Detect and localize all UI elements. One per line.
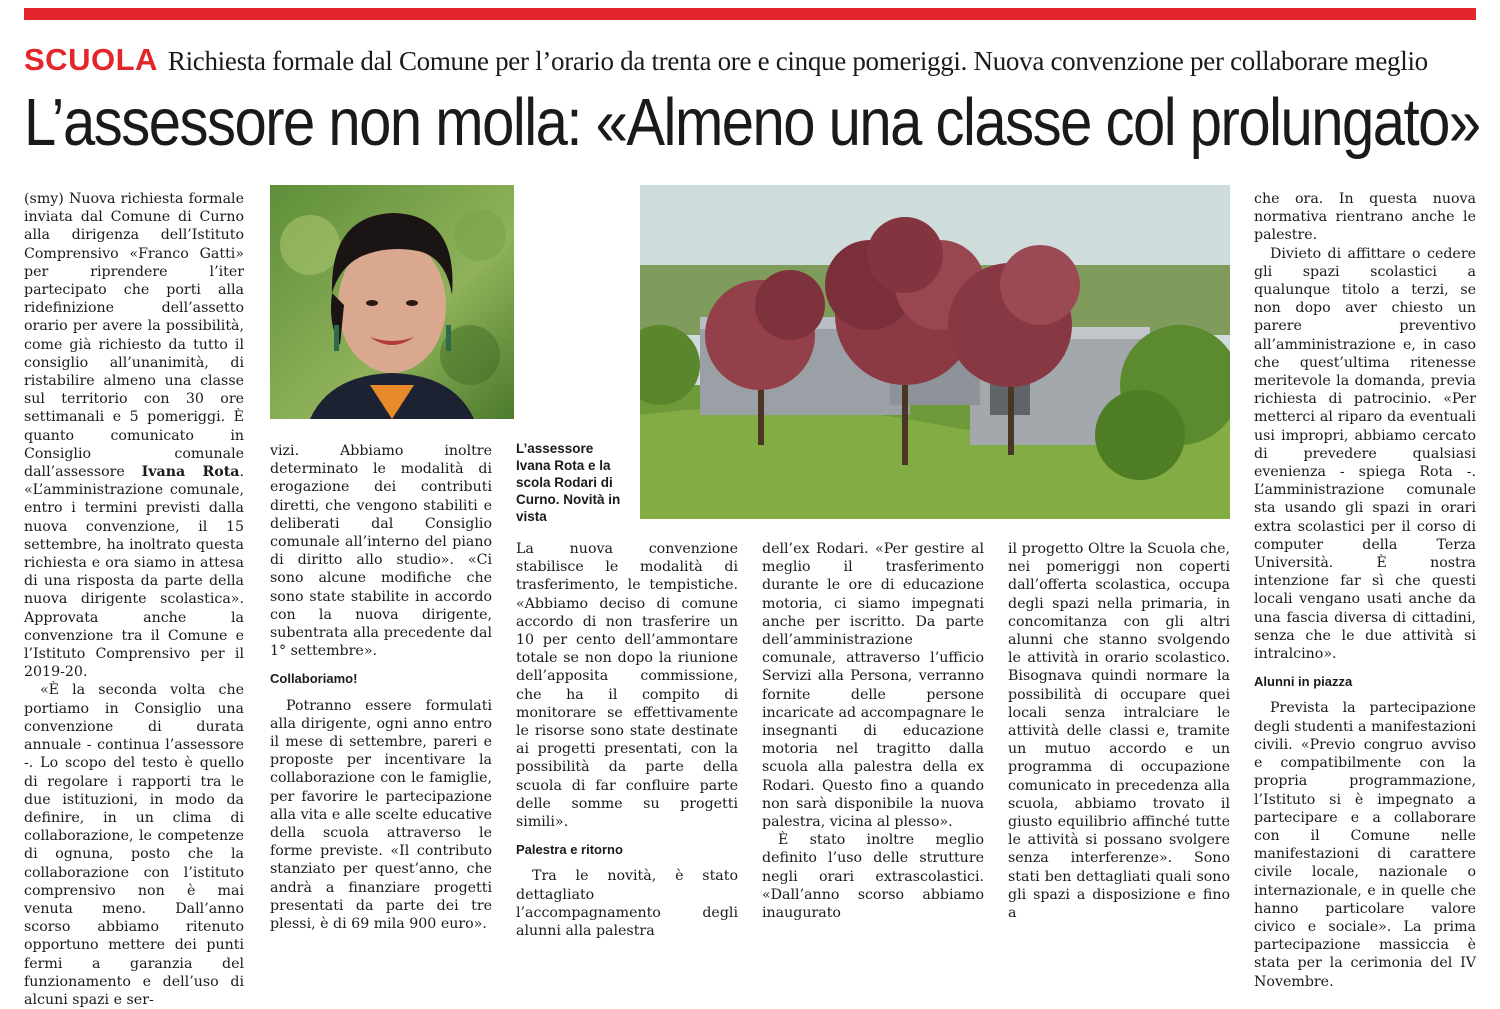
section-heading: Collaboriamo! (270, 671, 358, 687)
lead-paragraph (24, 190, 244, 681)
paragraph: È stato inoltre meglio definito l’uso delle strutture negli orari extrascolastici. «Dall’anno scorso abbiamo inaugurato (762, 832, 984, 922)
paragraph: vizi. Abbiamo inoltre determinato le modalità di erogazione dei contributi diretti, che vengono stabiliti e deliberati dal Consiglio comunale all’interno del piano di diritto allo studio». «Ci sono alcune modifiche che sono state stabilite in accordo con la nuova dirigente, subentrata alla precedente dal 1° settembre». (270, 443, 492, 660)
article-column-4 (762, 540, 984, 922)
paragraph: che ora. In questa nuova normativa rientrano anche le palestre. (1254, 191, 1476, 244)
section-kicker: SCUOLA (24, 42, 158, 77)
paragraph: dell’ex Rodari. «Per gestire al meglio il trasferimento durante le ore di educazione motoria, ci siamo impegnati anche per iscritto. Da parte dell’amministrazione comunale, attraverso l’ufficio Servizi alla Persona, verranno fornite delle persone incaricate ad accompagnare le insegnanti di educazione motoria nel tragitto dalla scuola alla palestra della ex Rodari. Questo fino a quando non sarà disponibile la nuova palestra, vicina al plesso». (762, 541, 984, 831)
school-svg (640, 185, 1230, 519)
top-red-bar (24, 8, 1476, 20)
paragraph: il progetto Oltre la Scuola che, nei pomeriggi non coperti dall’offerta scolastica, occupa degli spazi nella primaria, in concomitanza con gli altri alunni che stanno svolgendo le attività in orario scolastico. Bisognava quindi normare la possibilità di occupare quei locali senza intralciare le attività delle classi e, tramite un mutuo accordo e un programma di occupazione comunicato in precedenza alla scuola, abbiamo trovato il giusto equilibrio affinché tutte le attività si possano svolgere senza interferenze». Sono stati ben dettagliati quali sono gli spazi a disposizione e fino a (1008, 541, 1230, 922)
photo-caption: L’assessore Ivana Rota e la scola Rodari di Curno. Novità in vista (516, 441, 621, 524)
paragraph: Tra le novità, è stato dettagliato l’accompagnamento degli alunni alla palestra (516, 868, 738, 940)
headline: L’assessore non molla: «Almeno una classe col prolungato» (24, 85, 1480, 160)
paragraph: Divieto di affittare o cedere gli spazi scolastici a qualunque titolo a terzi, se non dopo aver chiesto un parere preventivo all’amministrazione e, in caso che quest’ultima ritenesse meritevole la domanda, previa richiesta di patrocinio. «Per metterci al riparo da eventuali usi impropri, abbiamo cercato di prevedere qualsiasi evenienza - spiega Rota -. L’amministrazione comunale sta usando gli spazi in orari extra scolastici per il corso di computer della Terza Università. È nostra intenzione far sì che questi locali vengano usati anche da una fascia diversa di cittadini, senza che le due attività si intralcino». (1254, 245, 1476, 663)
article-column-1 (24, 190, 244, 1009)
paragraph: Prevista la partecipazione degli studenti a manifestazioni civili. «Previo congruo avviso e compatibilmente con la propria programmazione, l’Istituto si è impegnato a partecipare e a collaborare con il Comune nelle manifestazioni di carattere civile locale, nazionale o internazionale, e in quelle che hanno particolare valore civico e sociale». La prima partecipazione massiccia è stata per la cerimonia del IV Novembre. (1254, 700, 1476, 990)
subheadline: Richiesta formale dal Comune per l’orario da trenta ore e cinque pomeriggi. Nuova convenzione per collaborare meglio (167, 46, 1428, 76)
lead-text-a: (smy) Nuova richiesta formale inviata dal Comune di Curno alla dirigenza dell’Istituto Comprensivo «Franco Gatti» per riprendere l’iter partecipato che porti alla ridefinizione dell’assetto orario per avere la possibilità, come già richiesto da tutto il consiglio all’unanimità, di ristabilire almeno una classe sul territorio con 30 ore settimanali e 5 pomeriggi. È quanto comunicato in Consiglio comunale dall’assessore (24, 191, 244, 481)
portrait-svg (270, 185, 514, 419)
section-heading: Alunni in piazza (1254, 674, 1353, 690)
assessor-name: Ivana Rota (141, 464, 240, 481)
paragraph: La nuova convenzione stabilisce le modalità di trasferimento, le tempistiche. «Abbiamo deciso di comune accordo di non trasferire un 10 per cento dell’ammontare totale se non dopo la riunione dell’apposita commissione, che ha il compito di monitorare se effettivamente le risorse sono state destinate ai progetti presentati, con la possibilità da parte della scuola di far confluire parte delle somme su progetti simili». (516, 541, 738, 831)
article-column-6 (1254, 190, 1476, 991)
lead-text-b: . «L’amministrazione comunale, entro i termini previsti dalla nuova convenzione, il 15 settembre, ha inoltrato questa richiesta e ora siamo in attesa di una risposta da parte della nuova dirigente scolastica». Approvata anche la convenzione tra il Comune e l’Istituto Comprensivo per il 2019-20. (24, 464, 244, 681)
section-heading: Palestra e ritorno (516, 842, 623, 858)
school-building-photo-icon (640, 185, 1230, 519)
article-column-2 (270, 442, 492, 933)
article-column-5 (1008, 540, 1230, 922)
portrait-photo-icon (270, 185, 514, 419)
paragraph: «È la seconda volta che portiamo in Consiglio una convenzione di durata annuale - continua l’assessore -. Lo scopo del testo è quello di regolare i rapporti tra le due istituzioni, in modo da definire, in un clima di collaborazione, le competenze di ognuna, posto che la collaborazione con l’istituto comprensivo non è mai venuta meno. Dall’anno scorso abbiamo ritenuto opportuno mettere dei punti fermi a garanzia del funzionamento e dell’uso di alcuni spazi e ser- (24, 682, 244, 1008)
article-column-3 (516, 540, 738, 940)
paragraph: Potranno essere formulati alla dirigente, ogni anno entro il mese di settembre, pareri e proposte per incentivare la collaborazione con le famiglie, per favorire le partecipazione alla vita e alle scelte educative della scuola attraverso le forme previste. «Il contributo stanziato per quest’anno, che andrà a finanziare progetti presentati da parte dei tre plessi, è di 69 mila 900 euro». (270, 697, 492, 933)
